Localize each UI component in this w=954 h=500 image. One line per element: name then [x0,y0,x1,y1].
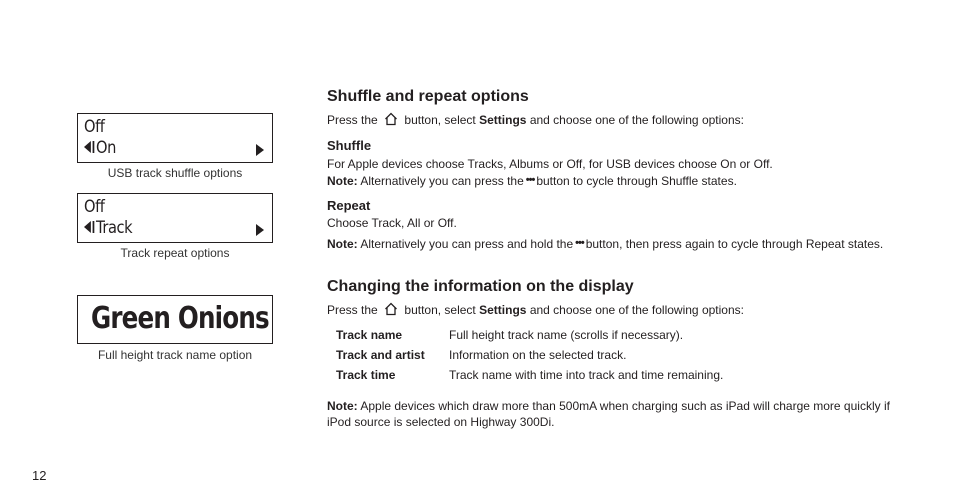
section-title-display: Changing the information on the display [327,278,634,295]
lcd-track-name-display [77,295,273,344]
intro-text: button, select [404,113,476,127]
arrow-left-icon [84,221,91,233]
lcd-shuffle-caption: USB track shuffle options [107,166,243,180]
settings-label: Settings [479,303,527,317]
lcd-repeat-display [77,193,273,243]
section-title-shuffle-repeat: Shuffle and repeat options [327,88,529,105]
display-intro [327,302,912,318]
arrow-stem-icon [93,141,95,153]
home-icon [384,302,398,316]
lcd-track-name-caption: Full height track name option [97,348,253,362]
intro-text: Press the [327,303,378,317]
more-dots-icon: ••• [525,174,535,186]
shuffle-intro [327,112,912,128]
shuffle-text: For Apple devices choose Tracks, Albums or Off, for USB devices choose On or Off. [327,157,773,171]
note-label: Note: [327,237,358,251]
arrow-right-icon [256,224,264,236]
intro-text: button, select [404,303,476,317]
arrow-left-icon [84,141,91,153]
lcd-line-2-text: Track [96,218,133,238]
lcd-line-2-text: On [96,138,116,158]
intro-text: Press the [327,113,378,127]
display-note [327,398,912,430]
note-text: button to cycle through Shuffle states. [536,174,737,188]
option-name-track-time: Track time [336,368,396,382]
lcd-shuffle-display [77,113,273,163]
note-text: Apple devices which draw more than 500mA when charging such as iPad will charge more quickly if iPod source is selected on Highway 300Di. [327,399,890,429]
repeat-text: Choose Track, All or Off. [327,216,457,230]
lcd-repeat-caption: Track repeat options [120,246,230,260]
note-text: button, then press again to cycle through Repeat states. [585,237,884,251]
note-text: Alternatively you can press the [360,174,524,188]
more-dots-icon: ••• [575,237,584,249]
arrow-right-icon [256,144,264,156]
note-label: Note: [327,399,358,413]
repeat-note [327,235,892,252]
lcd-line-2 [84,138,116,158]
lcd-line-1: Off [84,117,105,137]
intro-text: and choose one of the following options: [529,303,744,317]
lcd-line-2 [84,218,132,238]
shuffle-note [327,172,912,189]
lcd-large-text: Green Onions [91,301,269,336]
shuffle-heading: Shuffle [327,138,372,153]
note-label: Note: [327,174,358,188]
lcd-line-1: Off [84,197,105,217]
home-icon [384,112,398,126]
option-name-track-and-artist: Track and artist [336,348,425,362]
note-text: Alternatively you can press and hold the [360,237,574,251]
option-desc-track-and-artist: Information on the selected track. [449,348,627,362]
repeat-heading: Repeat [327,198,371,213]
option-name-track-name: Track name [336,328,403,342]
settings-label: Settings [479,113,527,127]
option-desc-track-time: Track name with time into track and time remaining. [449,368,724,382]
intro-text: and choose one of the following options: [529,113,744,127]
option-desc-track-name: Full height track name (scrolls if necessary). [449,328,684,342]
page-number: 12 [32,468,47,483]
arrow-stem-icon [93,221,95,233]
